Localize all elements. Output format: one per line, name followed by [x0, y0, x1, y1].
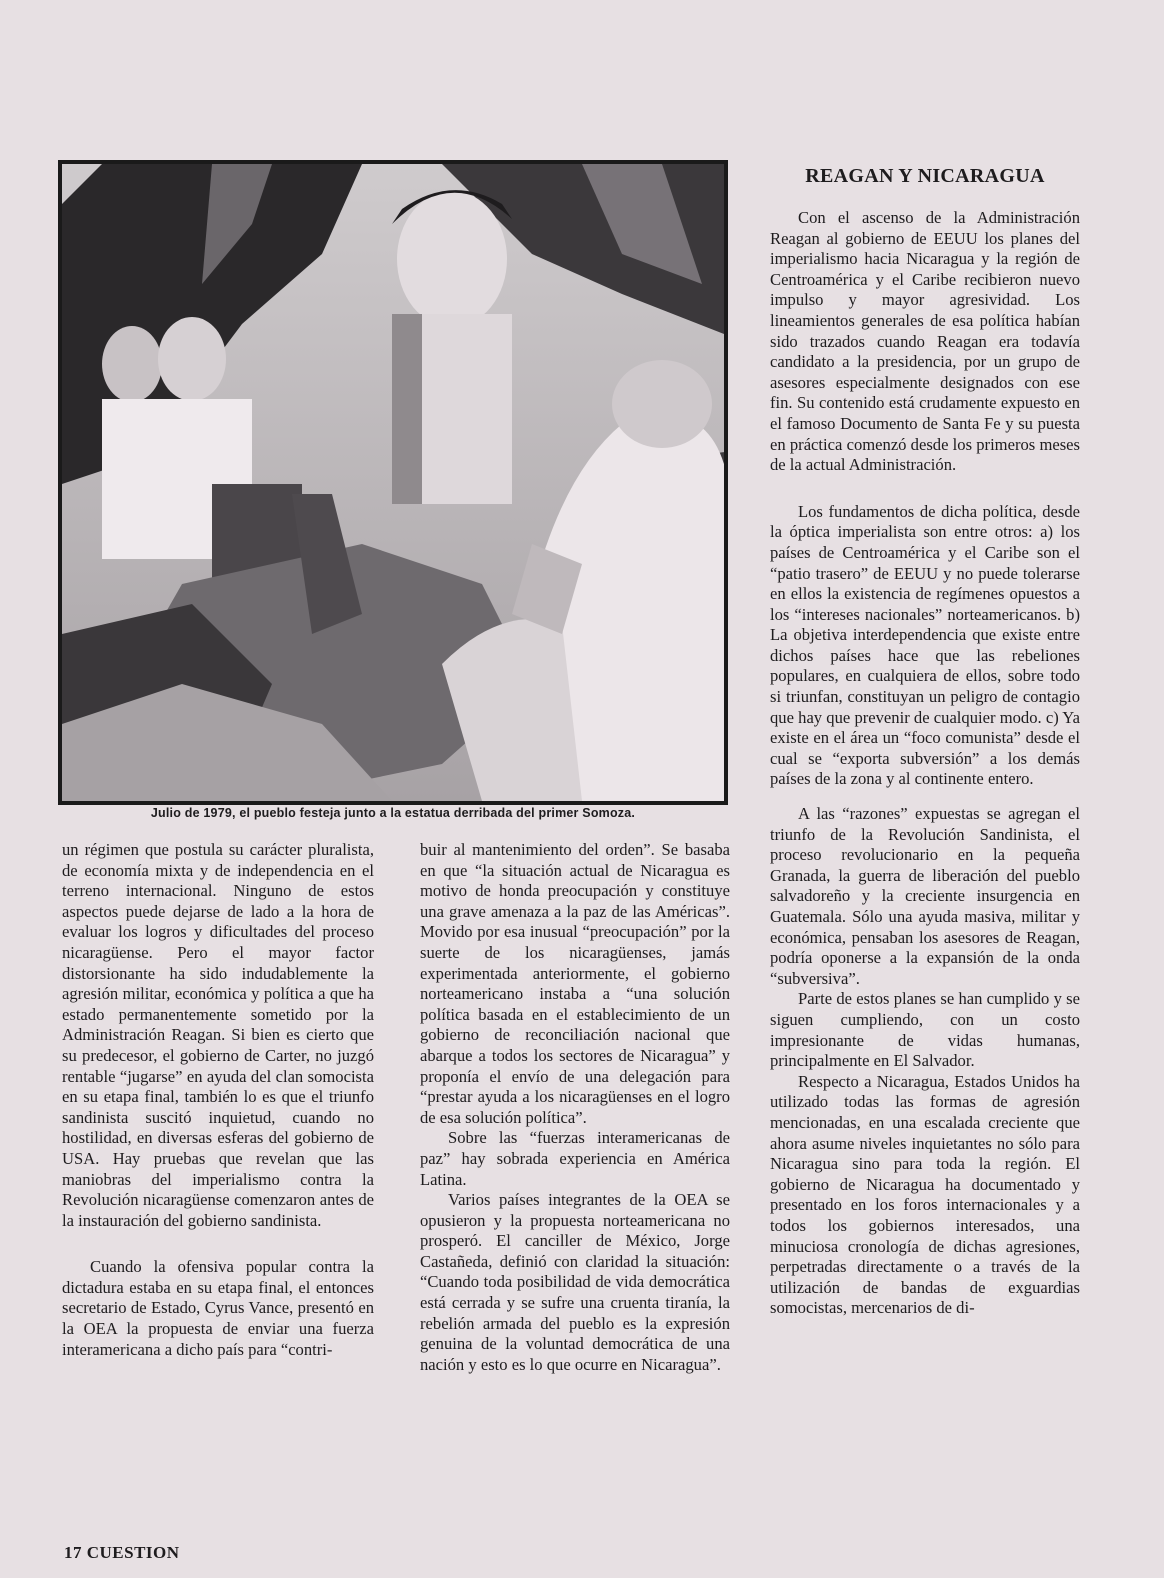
- photo-caption: Julio de 1979, el pueblo festeja junto a la estatua derribada del primer Somoza.: [150, 806, 636, 820]
- paragraph: Los fundamentos de dicha política, desde la óptica imperialista son entre otros: a) los países de Centroamérica y el Caribe son el “patio trasero” de EEUU y no puede tolerarse en ellos la existencia de regímenes opuestos a los “intereses nacionales” norteamericanos. b) La objetiva interdependencia que existe entre dichos países hace que las rebeliones populares, en cualquiera de ellos, sobre todo si triunfan, constituyan un peligro de contagio que hay que prevenir de cualquier modo. c) Ya existe en el área un “foco comunista” desde el cual se “exporta subversión” a los demás países de la zona y al continente entero.: [770, 501, 1080, 789]
- paragraph: Respecto a Nicaragua, Estados Unidos ha utilizado todas las formas de agresión mencionadas, en una escalada creciente que ahora asume niveles inquietantes no sólo para Nicaragua sino para toda la región. El gobierno de Nicaragua ha documentado y presentado en los foros internacionales y a todos los gobiernos interesados, una minuciosa cronología de dichas agresiones, perpetradas directamente o a través de la utilización de bandas de exguardias somocistas, mercenarios de di-: [770, 1071, 1080, 1318]
- paragraph: Cuando la ofensiva popular contra la dictadura estaba en su etapa final, el entonces secretario de Estado, Cyrus Vance, presentó en la OEA la propuesta de enviar una fuerza interamericana a dicho país para “contri-: [62, 1257, 374, 1359]
- paragraph: Sobre las “fuerzas interamericanas de paz” hay sobrada experiencia en América Latina.: [420, 1128, 730, 1189]
- page-folio: 17 CUESTION: [64, 1543, 180, 1562]
- crowd-photo: [58, 160, 728, 805]
- paragraph: buir al mantenimiento del orden”. Se basaba en que “la situación actual de Nicaragua es motivo de honda preocupación y constituye una grave amenaza a la paz de las Américas”. Movido por esa inusual “preocupación” por la suerte de los nicaragüenses, jamás experimentada anteriormente, el gobierno norteamericano instaba a “una solución política basada en el establecimiento de un gobierno de reconciliación nacional que abarque a todos los sectores de Nicaragua” y proponía el envío de una delegación para “prestar ayuda a los nicaragüenses en el logro de esa solución política”.: [420, 840, 730, 1127]
- paragraph: A las “razones” expuestas se agregan el triunfo de la Revolución Sandinista, el proceso revolucionario en la pequeña Granada, la guerra de liberación del pueblo salvadoreño y la creciente insurgencia en Guatemala. Sólo una ayuda masiva, militar y económica, pensaban los asesores de Reagan, podría oponerse a la expansión de la onda “subversiva”.: [770, 804, 1080, 988]
- paragraph: Con el ascenso de la Administración Reagan al gobierno de EEUU los planes del imperialismo hacia Nicaragua y la región de Centroamérica y el Caribe recibieron nuevo impulso y mayor agresividad. Los lineamientos generales de esa política habían sido trazados cuando Reagan era todavía candidato a la presidencia, por un grupo de asesores especialmente designados con ese fin. Su contenido está crudamente expuesto en el famoso Documento de Santa Fe y su puesta en práctica comenzó desde los primeros meses de la actual Administración.: [770, 208, 1080, 475]
- paragraph: Varios países integrantes de la OEA se opusieron y la propuesta norteamericana no prosperó. El canciller de México, Jorge Castañeda, definió con claridad la situación: “Cuando toda posibilidad de vida democrática está cerrada y se sufre una cruenta tiranía, la rebelión armada del pueblo es la expresión genuina de la voluntad democrática de una nación y esto es lo que ocurre en Nicaragua”.: [420, 1190, 730, 1374]
- crowd-photo-image: [62, 164, 724, 801]
- paragraph: Parte de estos planes se han cumplido y se siguen cumpliendo, con un costo impresionante de vidas humanas, principalmente en El Salvador.: [770, 989, 1080, 1071]
- article-column-1: [62, 840, 374, 1360]
- paragraph: un régimen que postula su carácter pluralista, de economía mixta y de independencia en el terreno internacional. Ninguno de estos aspectos puede dejarse de lado a la hora de evaluar los logros y dificultades del proceso nicaragüense. Pero el mayor factor distorsionante ha sido indudablemente la agresión militar, económica y política a que ha estado permanentemente sometido por la Administración Reagan. Si bien es cierto que su predecesor, el gobierno de Carter, no juzgó rentable “jugarse” en ayuda del clan somocista en su etapa final, también lo es que el triunfo sandinista suscitó inquietud, cuando no hostilidad, en diversas esferas del gobierno de USA. Hay pruebas que revelan que las maniobras del imperialismo contra la Revolución nicaragüense comenzaron antes de la instauración del gobierno sandinista.: [62, 840, 374, 1230]
- article-column-3: [770, 208, 1080, 1319]
- sidebar-headline: REAGAN Y NICARAGUA: [805, 165, 1045, 187]
- article-column-2: [420, 840, 730, 1375]
